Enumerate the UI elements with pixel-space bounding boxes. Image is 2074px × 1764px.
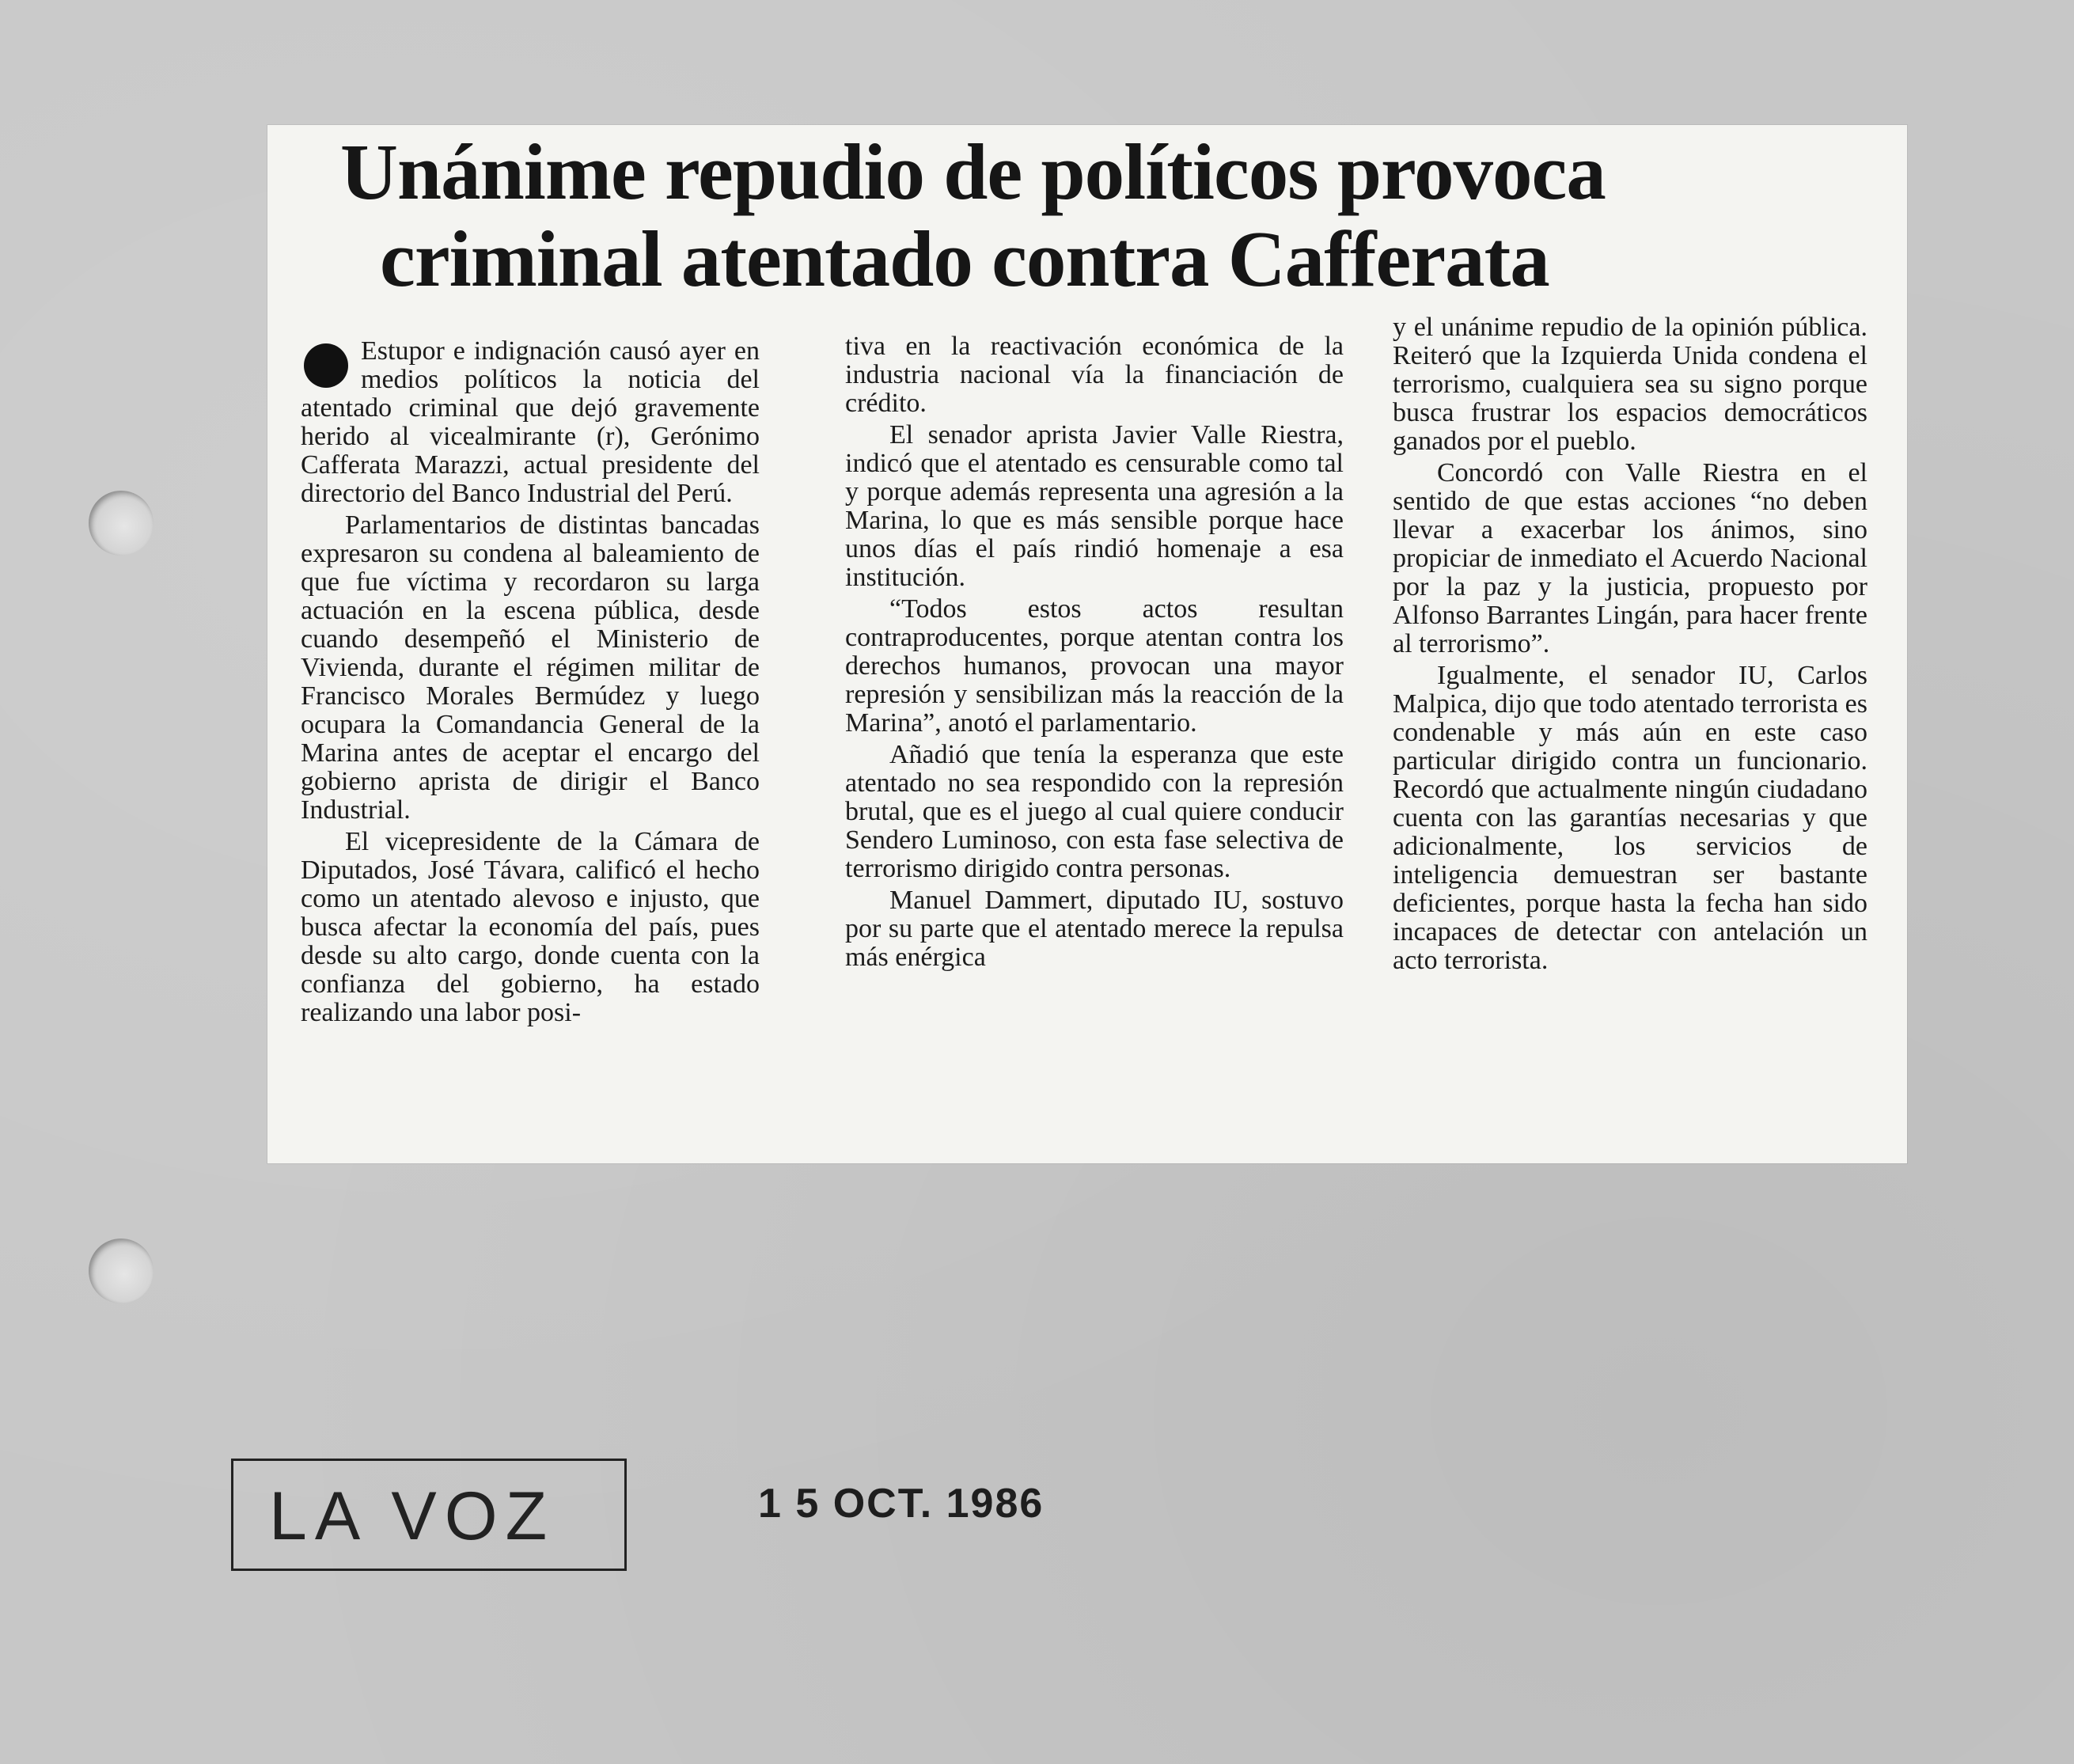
headline — [340, 128, 1891, 302]
source-stamp — [231, 1459, 627, 1571]
punch-hole — [89, 491, 154, 556]
article-paragraph: Manuel Dammert, diputado IU, sostuvo por su parte que el atentado merece la repulsa más enérgica — [845, 886, 1344, 972]
article-paragraph: “Todos estos actos resultan contraproducentes, porque atentan contra los derechos humanos, provocan una mayor represión y sensibilizan más la reacción de la Marina”, anotó el parlamentario. — [845, 594, 1344, 738]
source-stamp-text: LA VOZ — [269, 1478, 555, 1554]
article-paragraph: tiva en la reactivación económica de la industria nacional vía la financiación de crédito. — [845, 332, 1344, 418]
paragraph-text: Estupor e indignación causó ayer en medios políticos la noticia del atentado criminal que dejó gravemente herido al vicealmirante (r), Gerónimo Cafferata Marazzi, actual presidente del directorio del Banco Industrial del Perú. — [301, 336, 760, 508]
article-paragraph: Concordó con Valle Riestra en el sentido de que estas acciones “no deben llevar a exacerbar los ánimos, sino propiciar de inmediato el Acuerdo Nacional por la paz y la justicia, propuesto por Alfonso Barrantes Lingán, para hacer frente al terrorismo”. — [1393, 458, 1867, 658]
article-paragraph: Parlamentarios de distintas bancadas expresaron su condena al baleamiento de que fue víctima y recordaron su larga actuación en la escena pública, desde cuando desempeñó el Ministerio de Vivienda, durante el régimen militar de Francisco Morales Bermúdez y luego ocupara la Comandancia General de la Marina antes de aceptar el encargo del gobierno aprista de dirigir el Banco Industrial. — [301, 510, 760, 825]
article-paragraph: El vicepresidente de la Cámara de Diputados, José Távara, calificó el hecho como un atentado alevoso e injusto, que busca afectar la economía del país, pues desde su alto cargo, donde cuenta con la confianza del gobierno, ha estado realizando una labor posi- — [301, 827, 760, 1027]
article-column — [845, 332, 1344, 975]
bullet-dot-icon — [304, 343, 348, 388]
article-paragraph — [301, 337, 760, 508]
punch-hole — [89, 1239, 154, 1303]
article-paragraph: y el unánime repudio de la opinión pública. Reiteró que la Izquierda Unida condena el terrorismo, cualquiera sea su signo porque busca frustrar los espacios democráticos ganados por el pueblo. — [1393, 313, 1867, 456]
headline-line: Unánime repudio de políticos provoca — [340, 127, 1606, 216]
date-stamp: 1 5 OCT. 1986 — [758, 1481, 1045, 1527]
article-column — [1393, 313, 1867, 978]
article-column — [301, 337, 760, 1030]
article-paragraph: Añadió que tenía la esperanza que este atentado no sea respondido con la represión brutal, que es el juego al cual quiere conducir Sendero Luminoso, con esta fase selectiva de terrorismo dirigido contra personas. — [845, 740, 1344, 883]
article-paragraph: El senador aprista Javier Valle Riestra, indicó que el atentado es censurable como tal y porque además representa una agresión a la Marina, lo que es más sensible porque hace unos días el país rindió homenaje a esa institución. — [845, 420, 1344, 592]
headline-line: criminal atentado contra Cafferata — [380, 214, 1549, 303]
newspaper-clipping — [267, 125, 1907, 1163]
article-paragraph: Igualmente, el senador IU, Carlos Malpica, dijo que todo atentado terrorista es condenable y más aún en este caso particular dirigido contra un funcionario. Recordó que actualmente ningún ciudadano cuenta con las garantías necesarias y que adicionalmente, los servicios de inteligencia demuestran ser bastante deficientes, porque hasta la fecha han sido incapaces de detectar con antelación un acto terrorista. — [1393, 661, 1867, 975]
